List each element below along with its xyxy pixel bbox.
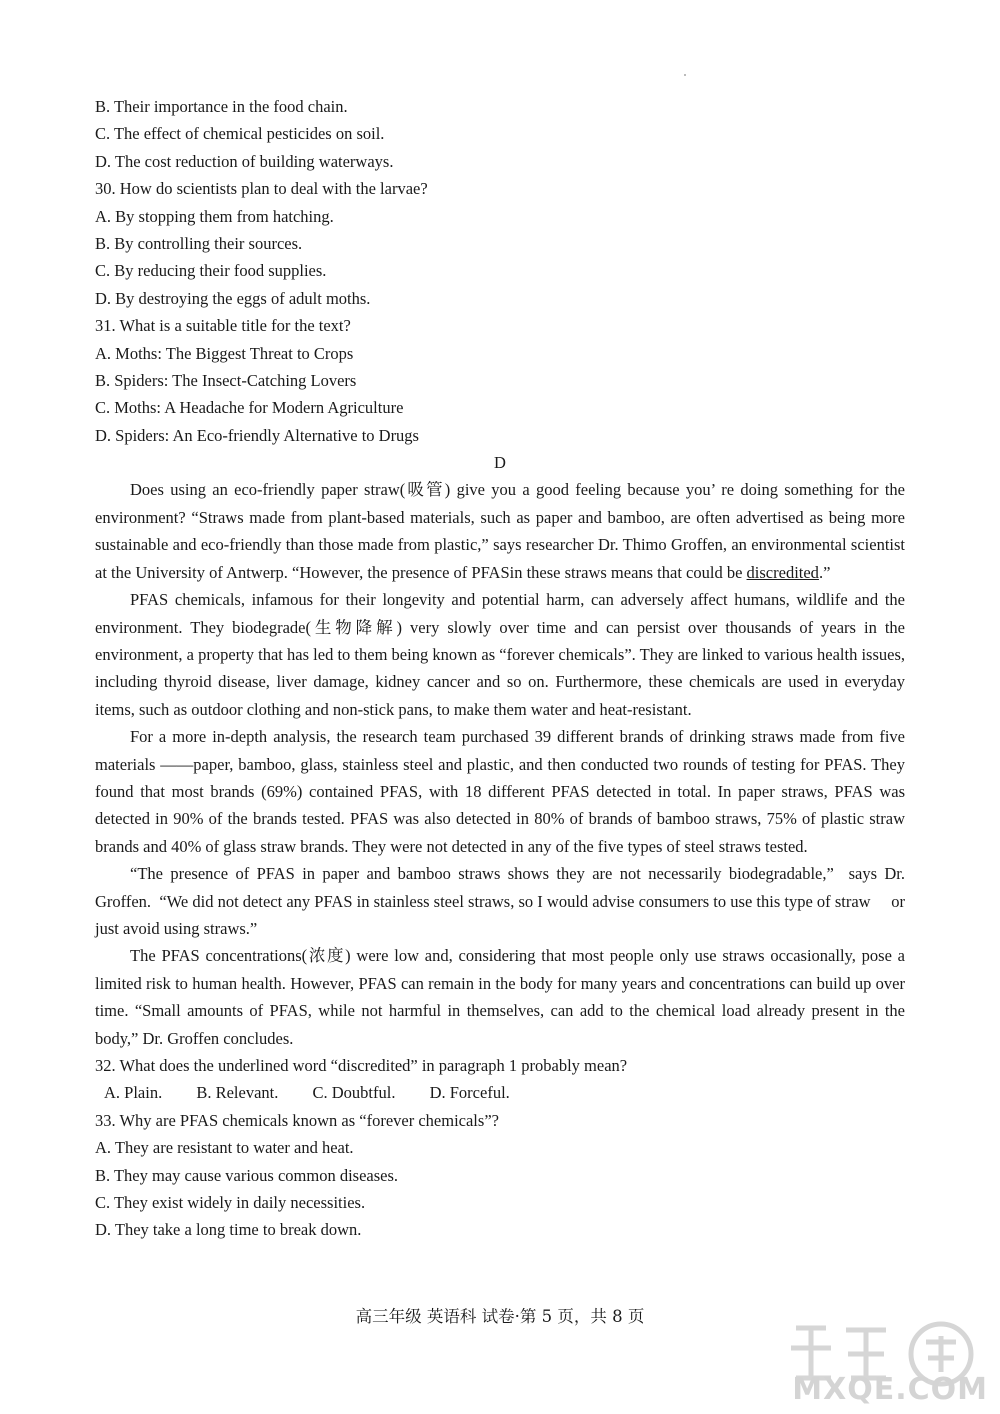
q30-option-c: C. By reducing their food supplies. <box>95 261 327 281</box>
q30-option-b: B. By controlling their sources. <box>95 233 303 253</box>
q31-option-d: D. Spiders: An Eco-friendly Alternative to Drugs <box>95 425 419 445</box>
passage-paragraph-3: For a more in-depth analysis, the research team purchased 39 different brands of drinking straws made from five materials ——paper, bamboo, glass, stainless steel and plastic, and then conducted two rounds of testing for PFAS. They found that most brands (69%) contained PFAS, with 18 different PFAS detected in total. In paper straws, PFAS was detected in 90% of the brands tested. PFAS was also detected in 80% of brands of bamboo straws, 75% of plastic straw brands and 40% of glass straw brands. They were not detected in any of the five types of steel straws tested. <box>95 727 905 856</box>
p1-text-start: Does using an eco-friendly paper straw(吸管) give you a good feeling because you’ re doing something for the environment? “Straws made from plant-based materials, such as paper and bamboo, are often advertised as being more sustainable and eco-friendly than those made from plastic,” says researcher Dr. Thimo Groffen, an environmental scientist at the University of Antwerp. “However, the presence of PFASin these straws means that could be <box>95 480 905 582</box>
q32-option-d: D. Forceful. <box>429 1083 510 1103</box>
q31-option-c: C. Moths: A Headache for Modern Agriculture <box>95 398 404 418</box>
q32-options <box>95 1079 905 1106</box>
q31-option-a: A. Moths: The Biggest Threat to Crops <box>95 343 354 363</box>
passage-paragraph-1 <box>95 476 905 586</box>
q32-option-a: A. Plain. <box>104 1083 163 1103</box>
q31-stem: 31. What is a suitable title for the text? <box>95 316 351 336</box>
q32-option-c: C. Doubtful. <box>312 1083 396 1103</box>
section-heading: D <box>494 453 506 473</box>
q33-option-c: C. They exist widely in daily necessities. <box>95 1192 366 1212</box>
passage-paragraph-5: The PFAS concentrations(浓度) were low and, considering that most people only use straws occasionally, pose a limited risk to human health. However, PFAS can remain in the body for many years and concentrations can build up over time. “Small amounts of PFAS, while not harmful in themselves, can add to the chemical load already present in the body,” Dr. Groffen concludes. <box>95 946 905 1048</box>
q30-stem: 30. How do scientists plan to deal with the larvae? <box>95 179 428 199</box>
q32-stem: 32. What does the underlined word “discredited” in paragraph 1 probably mean? <box>95 1056 628 1075</box>
q30-option-a: A. By stopping them from hatching. <box>95 206 334 226</box>
watermark-text: MXQE.COM <box>792 1372 988 1407</box>
q33-option-d: D. They take a long time to break down. <box>95 1220 362 1240</box>
p1-text-end: .” <box>818 562 831 582</box>
q29-option-b: B. Their importance in the food chain. <box>95 97 348 116</box>
passage-paragraph-2: PFAS chemicals, infamous for their longevity and potential harm, can adversely affect humans, wildlife and the environment. They biodegrade(生物降解) very slowly over time and can persist over thousands of years in the environment, a property that has led to them being known as “forever chemicals”. They are linked to various health issues, including thyroid disease, liver damage, kidney cancer and so on. Furthermore, these chemicals are used in everyday items, such as outdoor clothing and non-stick pans, to make them water and heat-resistant. <box>95 590 905 719</box>
q33-option-b: B. They may cause various common diseases. <box>95 1165 399 1185</box>
q33-stem: 33. Why are PFAS chemicals known as “forever chemicals”? <box>95 1110 499 1130</box>
q29-option-d: D. The cost reduction of building waterways. <box>95 151 394 171</box>
q31-option-b: B. Spiders: The Insect-Catching Lovers <box>95 370 357 390</box>
scan-dot <box>684 74 686 76</box>
q30-option-d: D. By destroying the eggs of adult moths. <box>95 288 371 308</box>
q29-option-c: C. The effect of chemical pesticides on soil. <box>95 124 385 144</box>
passage-paragraph-4: “The presence of PFAS in paper and bamboo straws shows they are not necessarily biodegradable,” says Dr. Groffen. “We did not detect any PFAS in stainless steel straws, so I would advise consumers to use this type of straw or just avoid using straws.” <box>95 864 910 938</box>
page-footer: 高三年级 英语科 试卷·第 5 页，共 8 页 <box>355 1307 645 1326</box>
q32-option-b: B. Relevant. <box>196 1083 279 1103</box>
q33-option-a: A. They are resistant to water and heat. <box>95 1138 354 1158</box>
underlined-word: discredited <box>746 562 819 582</box>
page-content <box>95 93 910 1244</box>
